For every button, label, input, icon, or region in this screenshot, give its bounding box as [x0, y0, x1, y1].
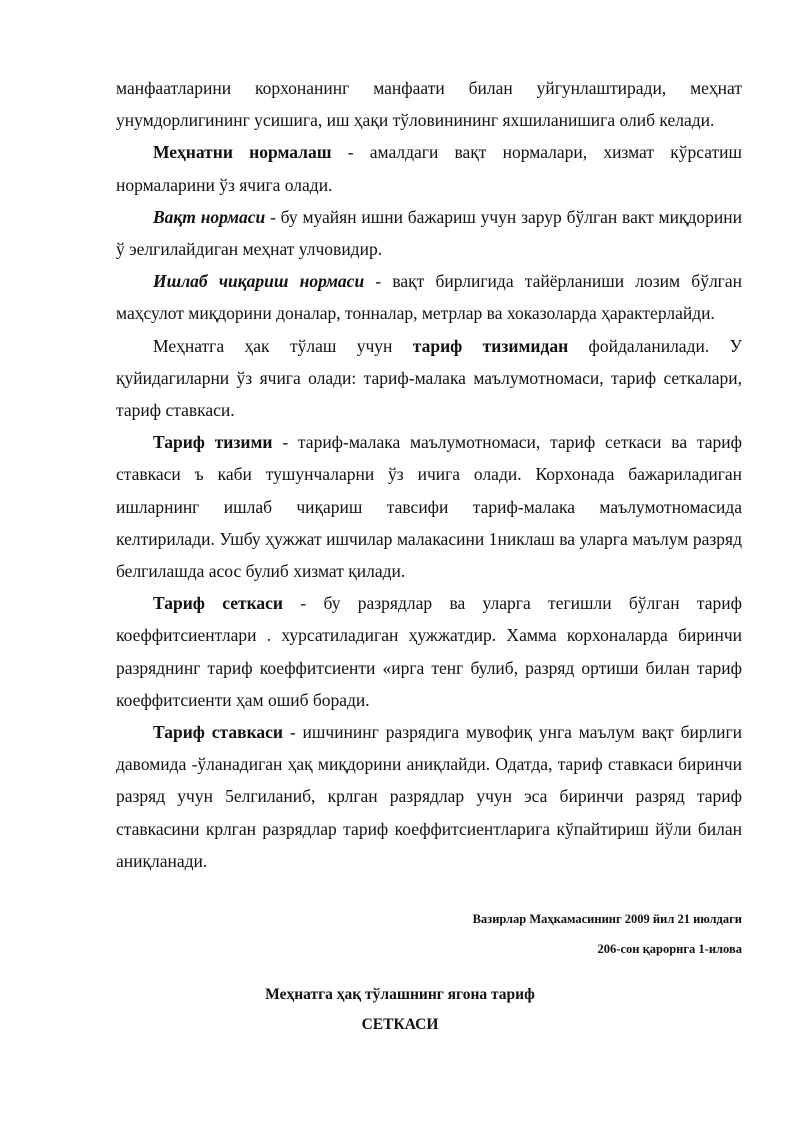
body-text — [116, 72, 742, 877]
paragraph-text: - бу разрядлар ва уларга тегишли бўлган тариф коеффитсиентлари . хурсатиладиган ҳужжатдир. Хамма корхоналарда биринчи разряднинг тариф коеффитсиенти «ирга тенг булиб, разряд ортиши билан тариф коеффитсиенти ҳам ошиб боради. — [116, 593, 742, 710]
paragraph-text: - ишчининг разрядига мувофиқ унга маълум вақт бирлиги давомида -ўланадиган ҳақ миқдорини аниқлайди. Одатда, тариф ставкаси биринчи разряд учун 5елгиланиб, крлган разрядлар учун эса биринчи разряд тариф ставкасини крлган разрядлар тариф коеффитсиентларига кўпайтириш йўли билан аниқланади. — [116, 722, 742, 871]
paragraph-text: - амалдаги вақт нормалари, хизмат кўрсатиш нормаларини ўз ячига олади. — [116, 142, 742, 195]
term-production-norm: Ишлаб чиқариш нормаси — [153, 271, 365, 292]
paragraph-time-norm — [116, 201, 742, 265]
term-tariff-system: Тариф тизими — [153, 432, 273, 453]
term-tariff-system-usage: тариф тизимидан — [412, 335, 569, 356]
paragraph-labour-rationing — [116, 136, 742, 200]
paragraph-tariff-grid — [116, 587, 742, 716]
term-time-norm: Вақт нормаси — [153, 206, 266, 227]
paragraph-intro — [116, 72, 742, 136]
appendix-note-line-2: 206-сон қарорнга 1-илова — [597, 942, 742, 956]
appendix-note-line-1: Вазирлар Маҳкамасининг 2009 йил 21 июлдаги — [472, 912, 742, 926]
term-tariff-grid: Тариф сеткаси — [153, 593, 283, 614]
paragraph-text: - бу муайян ишни бажариш учун зарур бўлган вакт миқдорини ў эелгилайдиган меҳнат улчовидир. — [116, 206, 742, 260]
paragraph-tariff-rate — [116, 716, 742, 877]
paragraph-text: манфаатларини корхонанинг манфаати билан уйгунлаштиради, меҳнат унумдорлигининг усишига, иш ҳақи тўловинининг яхшиланишига олиб келади. — [116, 78, 742, 131]
section-heading-line-2: СЕТКАСИ — [361, 1016, 439, 1033]
paragraph-production-norm — [116, 265, 742, 329]
paragraph-pre-text: Меҳнатга ҳак тўлаш учун — [153, 335, 413, 356]
paragraph-text: - вақт бирлигида тайёрланиши лозим бўлган маҳсулот миқдорини доналар, тонналар, метрлар ва хоказоларда ҳарактерлайди. — [116, 271, 742, 324]
term-labour-rationing: Меҳнатни нормалаш — [153, 142, 332, 163]
paragraph-text: - тариф-малака маълумотномаси, тариф сеткаси ва тариф ставкаси ъ каби тушунчаларни ўз ичига олади. Корхонада бажариладиган ишларнинг ишлаб чиқариш тавсифи тариф-малака маълумотномасида келтирилади. Ушбу ҳужжат ишчилар малакасини 1никлаш ва уларга маълум разряд белгилашда асос булиб хизмат қилади. — [116, 432, 742, 582]
paragraph-tariff-system — [116, 426, 742, 587]
term-tariff-rate: Тариф ставкаси — [153, 722, 283, 743]
section-heading-line-1: Меҳнатга ҳақ тўлашнинг ягона тариф — [265, 986, 535, 1003]
paragraph-text: фойдаланилади. У қуйидагиларни ўз ячига олади: тариф-малака маълумотномаси, тариф сеткалари, тариф ставкаси. — [116, 335, 742, 421]
paragraph-tariff-system-usage — [116, 330, 742, 427]
